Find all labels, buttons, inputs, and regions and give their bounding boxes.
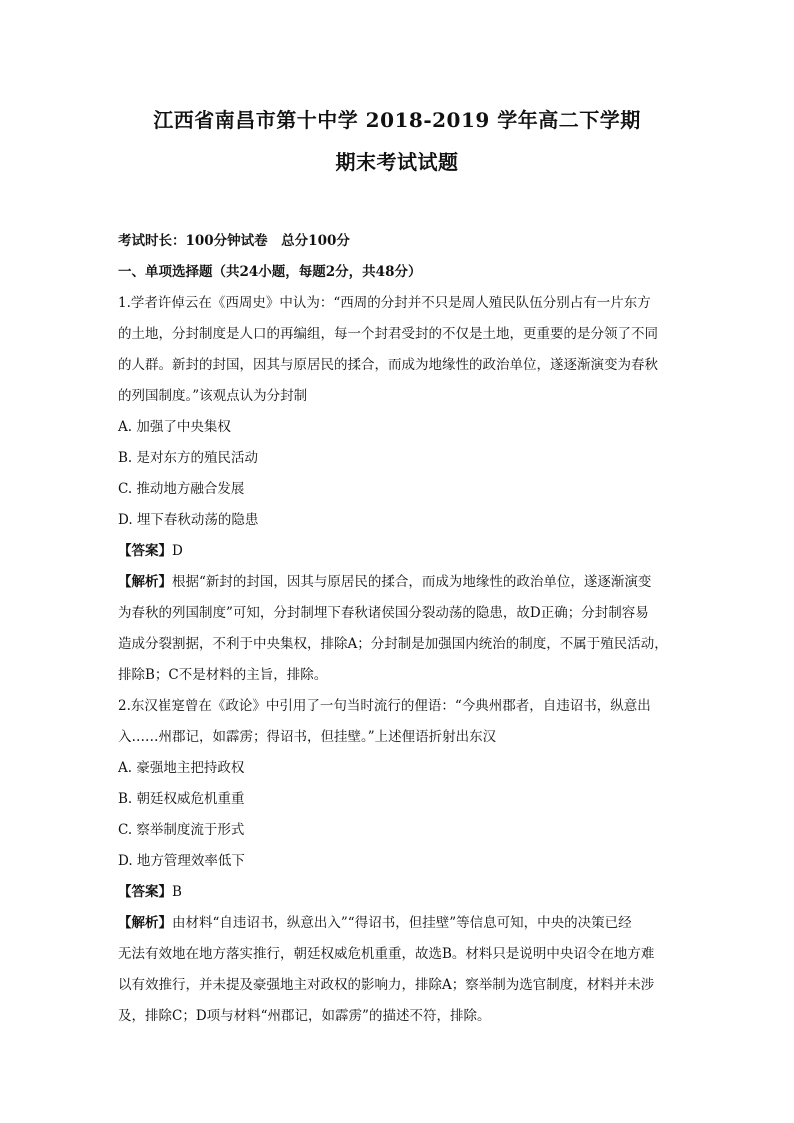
question-1-analysis-line: 为春秋的列国制度”可知，分封制埋下春秋诸侯国分裂动荡的隐患，故D正确；分封制容易 (118, 605, 649, 621)
answer-label: 【答案】 (118, 884, 172, 900)
analysis-label: 【解析】 (118, 915, 172, 931)
question-2-answer (118, 877, 678, 908)
question-1-analysis-line (118, 567, 678, 598)
question-2-option-d: D. 地方管理效率低下 (118, 853, 245, 869)
question-1-stem-line: 的列国制度。”该观点认为分封制 (118, 388, 308, 404)
question-2 (118, 691, 678, 1032)
question-1-stem-line: 的人群。新封的封国，因其与原居民的揉合，而成为地缘性的政治单位，遂逐渐演变为春秋 (118, 357, 658, 373)
section-heading: 一、单项选择题（共24小题，每题2分，共48分） (118, 264, 422, 280)
document-title-line2: 期末考试试题 (335, 150, 459, 174)
question-2-option-a: A. 豪强地主把持政权 (118, 760, 245, 776)
answer-value: B (172, 884, 182, 900)
question-1-analysis-line: 排除B；C不是材料的主旨，排除。 (118, 667, 328, 683)
question-2-analysis-line: 及，排除C；D项与材料“州郡记，如霹雳”的描述不符，排除。 (118, 1008, 491, 1024)
analysis-label: 【解析】 (118, 574, 172, 590)
answer-label: 【答案】 (118, 543, 172, 559)
question-1-option-c: C. 推动地方融合发展 (118, 481, 245, 497)
question-1-option-a: A. 加强了中央集权 (118, 419, 231, 435)
question-1-analysis-line: 造成分裂割据，不利于中央集权，排除A；分封制是加强国内统治的制度，不属于殖民活动， (118, 636, 668, 652)
analysis-text: 由材料“自违诏书，纵意出入”“得诏书，但挂壁”等信息可知，中央的决策已经 (172, 915, 632, 931)
question-1-stem-line: 的土地，分封制度是人口的再编组，每一个封君受封的不仅是土地，更重要的是分领了不同 (118, 326, 658, 342)
question-2-analysis-line: 以有效推行，并未提及豪强地主对政权的影响力，排除A；察举制为选官制度，材料并未涉 (118, 977, 655, 993)
question-2-stem-line: 入……州郡记，如霹雳；得诏书，但挂壁。”上述俚语折射出东汉 (118, 729, 497, 745)
question-1-option-b: B. 是对东方的殖民活动 (118, 450, 259, 466)
answer-value: D (172, 543, 183, 559)
document-body (118, 226, 678, 1032)
question-2-option-c: C. 察举制度流于形式 (118, 822, 245, 838)
question-2-stem-line: 2.东汉崔寔曾在《政论》中引用了一句当时流行的俚语：“今典州郡者，自违诏书，纵意出 (118, 698, 651, 714)
question-2-analysis-line (118, 908, 678, 939)
question-1-option-d: D. 埋下春秋动荡的隐患 (118, 512, 259, 528)
analysis-text: 根据“新封的封国，因其与原居民的揉合，而成为地缘性的政治单位，遂逐渐演变 (172, 574, 652, 590)
question-1 (118, 288, 678, 691)
exam-info: 考试时长：100分钟试卷 总分100分 (118, 233, 350, 249)
question-2-option-b: B. 朝廷权威危机重重 (118, 791, 245, 807)
question-1-answer (118, 536, 678, 567)
question-1-stem-line: 1.学者许倬云在《西周史》中认为：“西周的分封并不只是周人殖民队伍分别占有一片东方 (118, 295, 651, 311)
question-2-analysis-line: 无法有效地在地方落实推行，朝廷权威危机重重，故选B。材料只是说明中央诏令在地方难 (118, 946, 655, 962)
document-title-line1: 江西省南昌市第十中学 2018-2019 学年高二下学期 (153, 108, 641, 132)
